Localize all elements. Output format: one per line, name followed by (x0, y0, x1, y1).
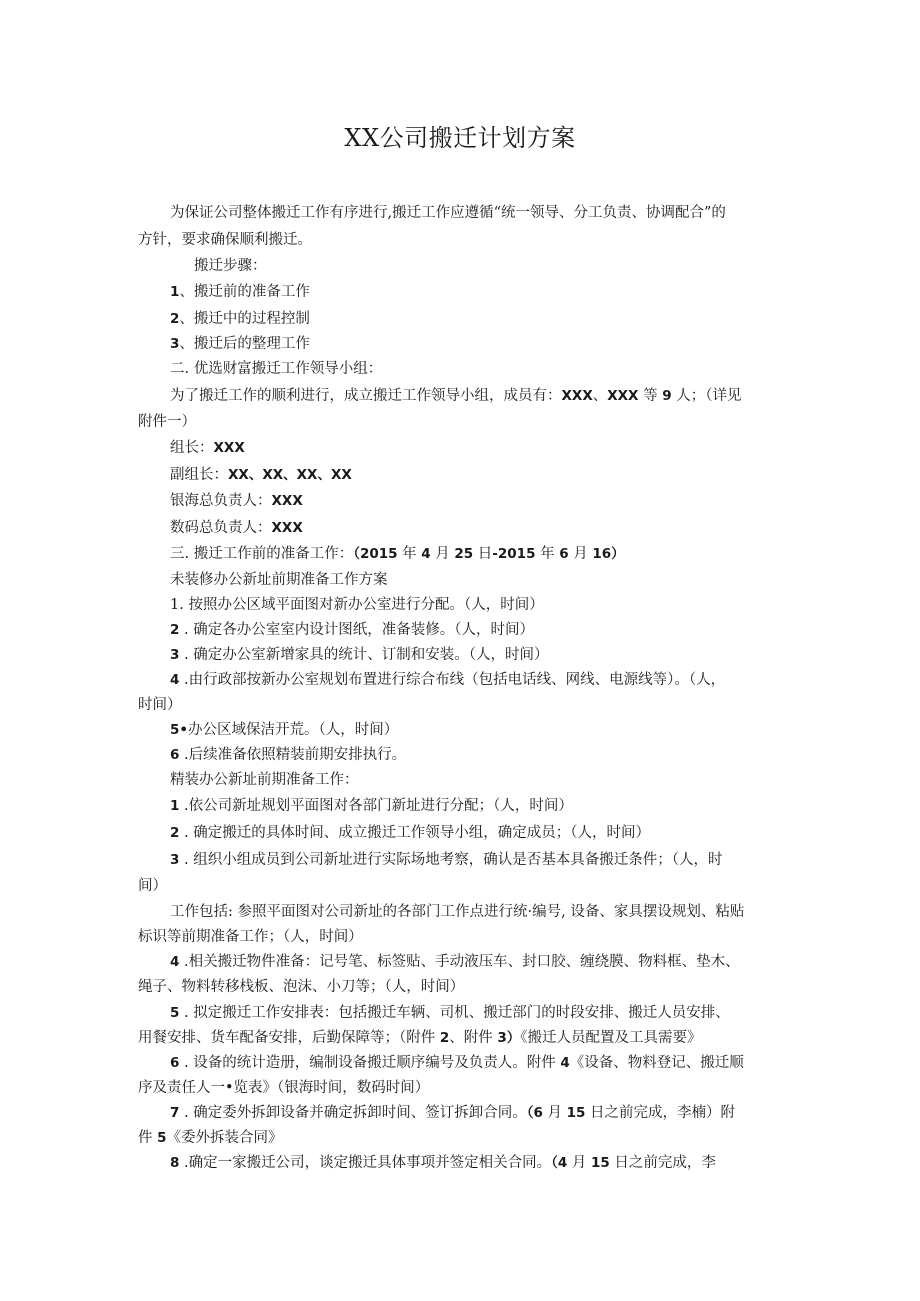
finished-item-4: 4 .相关搬迁物件准备：记号笔、标签贴、手动液压车、封口胶、缠绕膜、物料框、垫木、 (170, 954, 740, 970)
finished-item-1: 1 .依公司新址规划平面图对各部门新址进行分配；（人，时间） (170, 798, 573, 814)
finished-item-4-cont: 绳子、物料转移栈板、泡沫、小刀等；（人，时间） (138, 979, 465, 995)
unfinished-item-4-cont: 时间） (138, 697, 182, 713)
finished-item-7-cont: 件 5《委外拆装合同》 (138, 1130, 283, 1146)
unfinished-item-3: 3 . 确定办公室新增家具的统计、订制和安装。（人，时间） (170, 647, 549, 663)
work-scope-line-1: 工作包括: 参照平面图对公司新址的各部门工作点进行统·编号, 设备、家具摆设规划、粘贴 (170, 904, 745, 920)
finished-item-3-cont: 间） (138, 878, 167, 894)
step-2: 2、搬迁中的过程控制 (170, 311, 310, 327)
unfinished-item-2: 2 . 确定各办公室室内设计图纸，准备装修。（人，时间） (170, 622, 534, 638)
intro-line-1: 为保证公司整体搬迁工作有序进行,搬迁工作应遵循“统一领导、分工负责、协调配合”的 (170, 205, 726, 221)
finished-item-5-cont: 用餐安排、货车配备安排，后勤保障等；（附件 2、附件 3）《搬迁人员配置及工具需要》 (138, 1030, 702, 1046)
finished-item-6: 6 . 设备的统计造册，编制设备搬迁顺序编号及负责人。附件 4《设备、物料登记、搬迁顺 (170, 1055, 744, 1071)
steps-heading: 搬迁步骤： (194, 258, 267, 274)
step-1: 1、搬迁前的准备工作 (170, 284, 310, 300)
unfinished-item-4: 4 .由行政部按新办公室规划布置进行综合布线（包括电话线、网线、电源线等）。（人， (170, 672, 726, 688)
unfinished-office-heading: 未装修办公新址前期准备工作方案 (170, 572, 388, 588)
finished-item-7: 7 . 确定委外拆卸设备并确定拆卸时间、签订拆卸合同。（6 月 15 日之前完成，李楠）附 (170, 1105, 736, 1121)
finished-item-3: 3 . 组织小组成员到公司新址进行实际场地考察，确认是否基本具备搬迁条件；（人，时 (170, 852, 723, 868)
leader-line: 组长：XXX (170, 440, 245, 456)
finished-item-6-cont: 序及责任人一•览表》（银海时间，数码时间） (138, 1080, 430, 1096)
finished-item-5: 5 . 拟定搬迁工作安排表：包括搬迁车辆、司机、搬迁部门的时段安排、搬迁人员安排、 (170, 1005, 730, 1021)
vice-leader-line: 副组长：XX、XX、XX、XX (170, 467, 352, 483)
work-scope-line-2: 标识等前期准备工作；（人，时间） (138, 929, 363, 945)
yinhai-manager-line: 银海总负责人：XXX (170, 493, 303, 509)
digital-manager-line: 数码总负责人：XXX (170, 520, 303, 536)
intro-line-2: 方针，要求确保顺利搬迁。 (138, 232, 312, 248)
section-2-heading: 二. 优选财富搬迁工作领导小组： (170, 361, 383, 377)
unfinished-item-1: 1. 按照办公区域平面图对新办公室进行分配。（人，时间） (170, 597, 544, 613)
finished-office-heading: 精装办公新址前期准备工作： (170, 772, 359, 788)
step-3: 3、搬迁后的整理工作 (170, 336, 310, 352)
section-3-heading: 三. 搬迁工作前的准备工作：（2015 年 4 月 25 日-2015 年 6 月 16） (170, 546, 625, 562)
document-title: XX公司搬迁计划方案 (344, 124, 576, 152)
finished-item-8: 8 .确定一家搬迁公司，谈定搬迁具体事项并签定相关合同。（4 月 15 日之前完成，李 (170, 1155, 716, 1171)
unfinished-item-6: 6 .后续准备依照精装前期安排执行。 (170, 747, 407, 763)
finished-item-2: 2 . 确定搬迁的具体时间、成立搬迁工作领导小组，确定成员；（人，时间） (170, 825, 650, 841)
section-2-paragraph-cont: 附件一） (138, 414, 196, 430)
unfinished-item-5: 5•办公区域保洁开荒。（人，时间） (170, 722, 399, 738)
section-2-paragraph: 为了搬迁工作的顺利进行，成立搬迁工作领导小组，成员有：XXX、XXX 等 9 人；（详见 (170, 388, 742, 404)
